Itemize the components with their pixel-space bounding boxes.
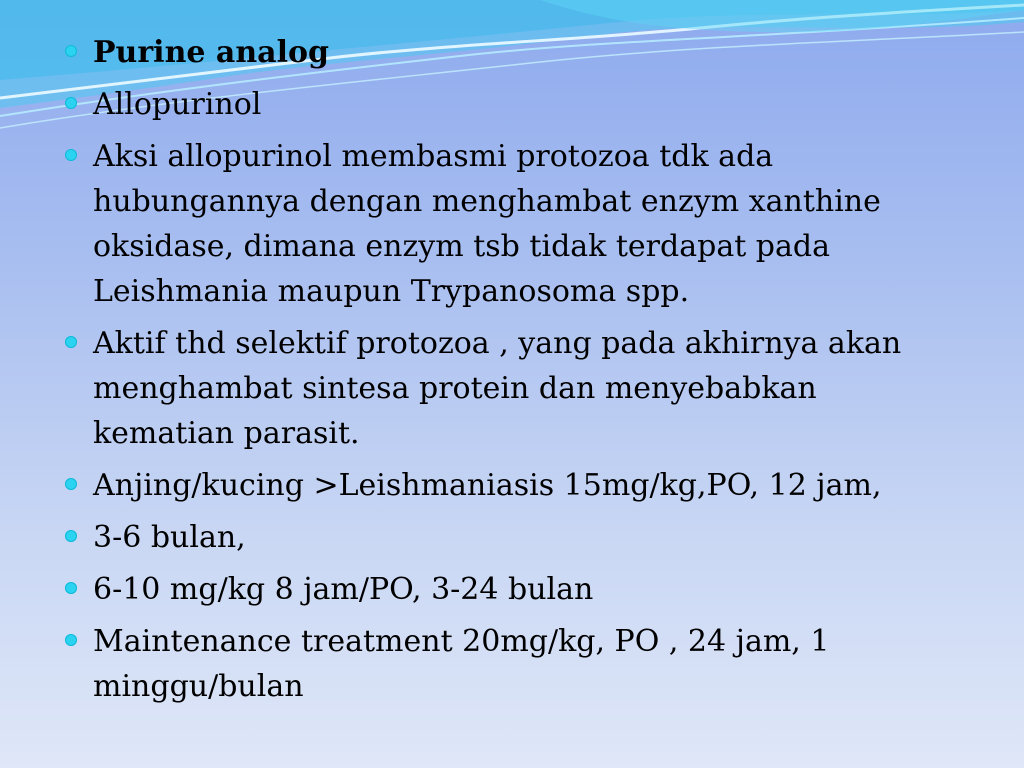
bullet-text: Allopurinol [93, 87, 262, 122]
bullet-dot-icon [65, 149, 77, 161]
bullet-item-selectivity [64, 321, 964, 456]
bullet-text: Anjing/kucing >Leishmaniasis 15mg/kg,PO, 12 jam, [93, 468, 882, 503]
bullet-dot-icon [65, 336, 77, 348]
bullet-text: Aksi allopurinol membasmi protozoa tdk ada hubungannya dengan menghambat enzym xanthine oksidase, dimana enzym tsb tidak terdapat pada Leishmania maupun Trypanosoma spp. [93, 139, 881, 309]
bullet-dot-icon [65, 582, 77, 594]
bullet-item-dog-cat-dose [64, 463, 964, 508]
bullet-text: 3-6 bulan, [93, 520, 246, 555]
bullet-dot-icon [65, 97, 77, 109]
bullet-dot-icon [65, 45, 77, 57]
bullet-text: Aktif thd selektif protozoa , yang pada akhirnya akan menghambat sintesa protein dan menyebabkan kematian parasit. [93, 326, 902, 451]
bullet-dot-icon [65, 478, 77, 490]
bullet-item-maintenance [64, 619, 964, 709]
bullet-item-purine-analog [64, 30, 964, 75]
bullet-dot-icon [65, 530, 77, 542]
bullet-item-alternate-dose [64, 567, 964, 612]
bullet-item-allopurinol [64, 82, 964, 127]
bullet-text: Purine analog [93, 35, 329, 70]
bullet-dot-icon [65, 634, 77, 646]
bullet-text: Maintenance treatment 20mg/kg, PO , 24 jam, 1 minggu/bulan [93, 624, 830, 704]
bullet-item-duration [64, 515, 964, 560]
bullet-list [64, 30, 964, 716]
bullet-text: 6-10 mg/kg 8 jam/PO, 3-24 bulan [93, 572, 594, 607]
bullet-item-action [64, 134, 964, 314]
